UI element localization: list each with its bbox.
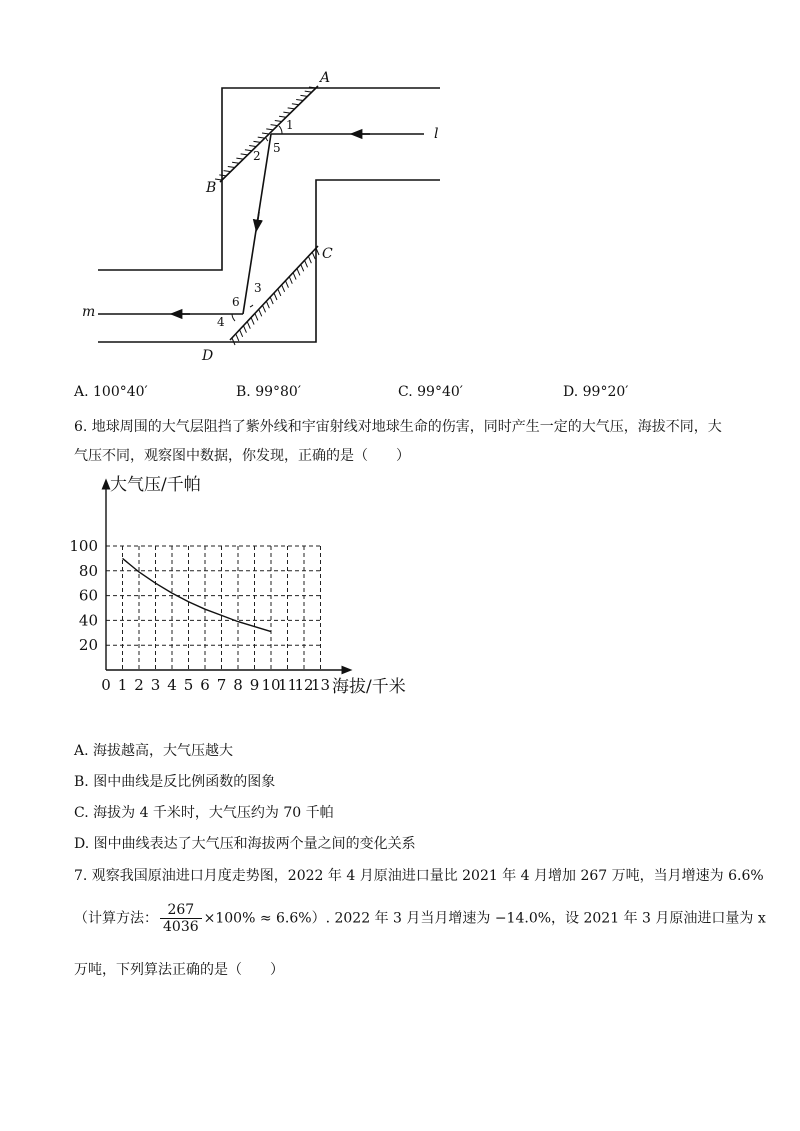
y-tick-label: 100 <box>69 537 98 555</box>
x-tick-label: 4 <box>167 676 177 694</box>
q5-option-d: D. 99°20′ <box>563 384 629 400</box>
pressure-altitude-chart <box>60 470 440 700</box>
x-tick-label: 11 <box>277 676 298 694</box>
q6-stem-line2: 气压不同，观察图中数据，你发现，正确的是（ ） <box>74 448 410 464</box>
angle-1-label: 1 <box>286 118 294 132</box>
q5-option-c: C. 99°40′ <box>398 384 463 400</box>
q6-stem-line1: 6. 地球周围的大气层阻挡了紫外线和宇宙射线对地球生命的伤害，同时产生一定的大气压，海拔不同，大 <box>74 419 722 435</box>
x-tick-label: 2 <box>134 676 144 694</box>
label-l: l <box>434 126 439 142</box>
x-tick-label: 13 <box>310 676 331 694</box>
x-tick-label: 7 <box>216 676 227 694</box>
q5-option-a: A. 100°40′ <box>74 384 148 400</box>
angle-5-label: 5 <box>273 141 281 155</box>
x-tick-label: 6 <box>200 676 210 694</box>
label-a: A <box>320 70 331 86</box>
angle-3-label: 3 <box>254 281 262 295</box>
angle-2-label: 2 <box>253 149 261 163</box>
lower-wall-line <box>98 180 440 342</box>
q7-stem-line3: 万吨，下列算法正确的是（ ） <box>74 962 284 978</box>
q6-option-d: D. 图中曲线表达了大气压和海拔两个量之间的变化关系 <box>74 836 416 852</box>
chart-ylabel: 大气压/千帕 <box>110 475 201 495</box>
x-tick-label: 5 <box>183 676 194 694</box>
calc-fraction: $\frac{267}{4036}$ <box>160 902 202 935</box>
y-tick-label: 80 <box>78 561 98 580</box>
y-tick-label: 60 <box>78 586 98 605</box>
x-tick-label: 12 <box>294 676 314 694</box>
y-tick-label: 20 <box>78 636 98 655</box>
q6-option-b: B. 图中曲线是反比例函数的图象 <box>74 774 276 790</box>
q6-option-c: C. 海拔为 4 千米时，大气压约为 70 千帕 <box>74 805 334 821</box>
x-tick-label: 9 <box>249 676 260 694</box>
q7-stem-line1: 7. 观察我国原油进口月度走势图，2022 年 4 月原油进口量比 2021 年 4 月增加 267 万吨，当月增速为 6.6% <box>74 868 764 884</box>
label-b: B <box>206 180 217 196</box>
reflection-diagram <box>60 60 460 370</box>
x-tick-label: 0 <box>101 676 111 694</box>
upper-wall-line <box>98 88 440 270</box>
y-tick-label: 40 <box>78 611 98 630</box>
angle-6-label: 6 <box>232 295 240 309</box>
label-m: m <box>82 304 96 320</box>
q6-option-a: A. 海拔越高，大气压越大 <box>74 743 234 759</box>
x-tick-label: 1 <box>117 676 128 694</box>
label-c: C <box>322 246 333 262</box>
chart-xlabel: 海拔/千米 <box>332 677 406 697</box>
label-d: D <box>202 348 214 364</box>
angle-4-label: 4 <box>217 315 225 329</box>
x-tick-label: 10 <box>261 676 281 694</box>
x-tick-label: 3 <box>150 676 161 694</box>
q5-option-b: B. 99°80′ <box>236 384 302 400</box>
x-tick-label: 8 <box>233 676 243 694</box>
q7-stem-line2: （计算方法： $\frac{267}{4036}$ ×100% ≈ 6.6%）. 2022 年 3 月当月增速为 −14.0%，设 2021 年 3 月原油进口量为 x <box>74 902 766 935</box>
